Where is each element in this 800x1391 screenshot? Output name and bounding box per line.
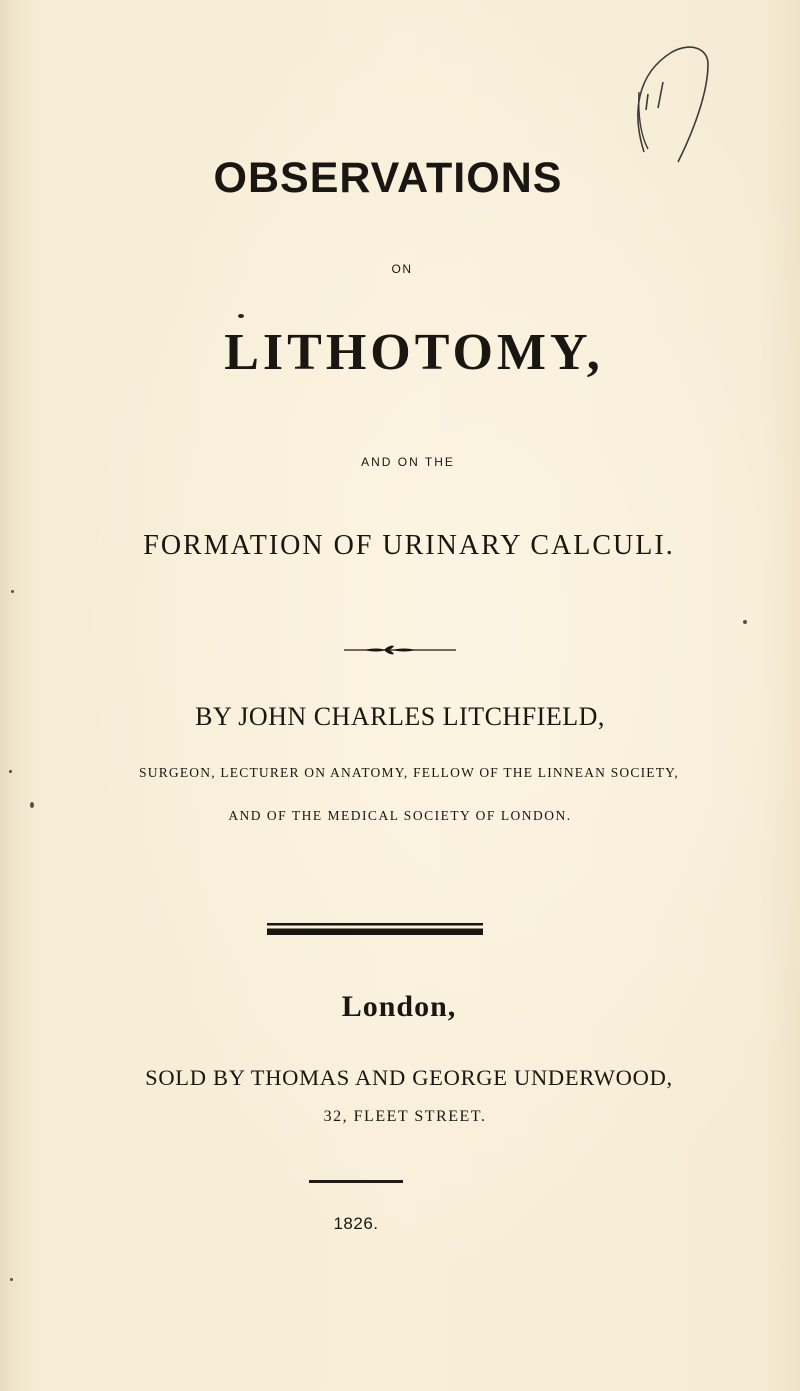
ornamental-rule [344,645,456,655]
author-credentials-line-1: SURGEON, LECTURER ON ANATOMY, FELLOW OF THE LINNEAN SOCIETY, [139,765,679,780]
paper-speck [10,1278,13,1281]
imprint-city: London, [341,990,457,1023]
paper-speck [30,802,34,808]
connector-on: ON [391,262,413,276]
paper-speck [238,314,244,318]
second-subject: FORMATION OF URINARY CALCULI. [143,530,675,561]
publication-year: 1826. [333,1214,379,1233]
connector-and-on-the: AND ON THE [361,455,455,469]
double-rule [267,923,483,937]
title-heading: OBSERVATIONS [213,154,563,202]
paper-speck [11,590,14,593]
main-subject: LITHOTOMY, [224,324,604,381]
paper-speck [9,770,12,773]
publisher-address: 32, FLEET STREET. [323,1108,487,1125]
author-credentials-line-2: AND OF THE MEDICAL SOCIETY OF LONDON. [228,808,572,823]
publisher-line: SOLD BY THOMAS AND GEORGE UNDERWOOD, [145,1065,673,1090]
year-rule [309,1180,403,1183]
paper-speck [743,620,747,624]
author-line: BY JOHN CHARLES LITCHFIELD, [195,702,605,731]
